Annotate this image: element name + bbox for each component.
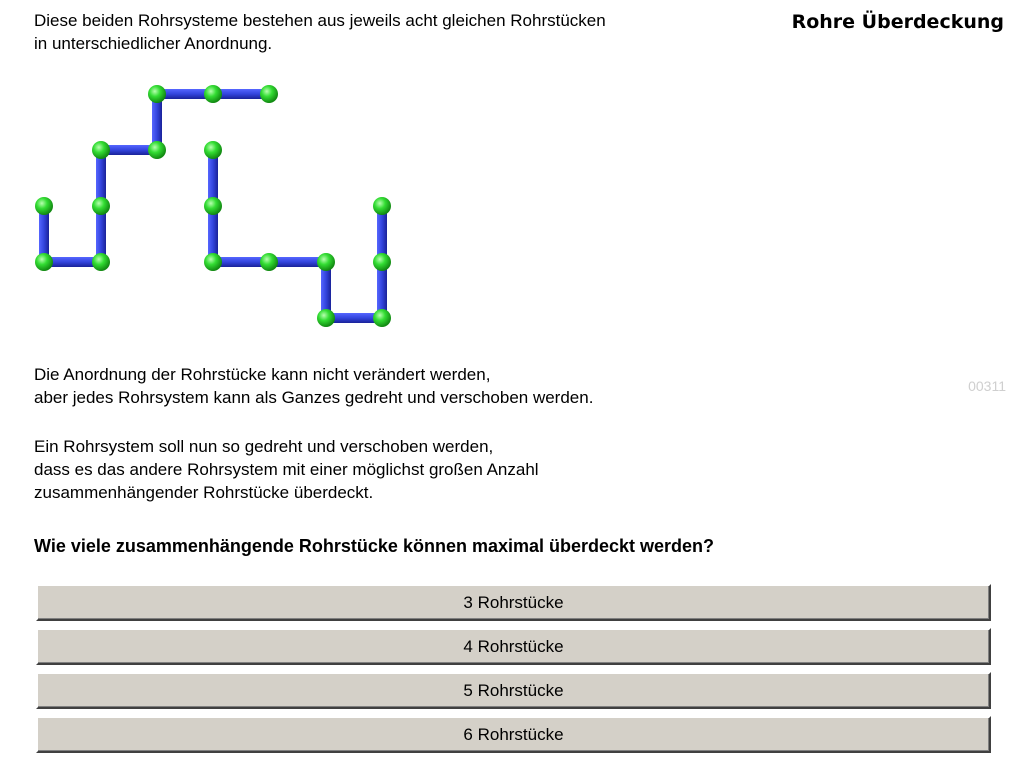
answer-button-5[interactable]: 5 Rohrstücke bbox=[36, 672, 991, 709]
intro-text bbox=[34, 9, 606, 55]
intro-line-2: in unterschiedlicher Anordnung. bbox=[34, 34, 273, 53]
pipe-joint bbox=[373, 197, 391, 215]
description-line-2: aber jedes Rohrsystem kann als Ganzes gedreht und verschoben werden. bbox=[34, 388, 594, 407]
pipe-joint bbox=[317, 253, 335, 271]
pipe-joint bbox=[204, 253, 222, 271]
answer-button-6[interactable]: 6 Rohrstücke bbox=[36, 716, 991, 753]
description-text bbox=[34, 363, 593, 409]
pipe-joint bbox=[373, 253, 391, 271]
task-code: 00311 bbox=[968, 378, 1006, 394]
question-text: Wie viele zusammenhängende Rohrstücke können maximal überdeckt werden? bbox=[34, 536, 715, 556]
pipe-joint bbox=[92, 141, 110, 159]
task-text bbox=[34, 435, 539, 504]
pipe-joint bbox=[260, 253, 278, 271]
description-line-1: Die Anordnung der Rohrstücke kann nicht verändert werden, bbox=[34, 365, 491, 384]
pipe-system-left bbox=[35, 85, 278, 271]
page-title: Rohre Überdeckung bbox=[791, 11, 1004, 33]
pipe-joint bbox=[92, 253, 110, 271]
pipe-joint bbox=[92, 197, 110, 215]
pipe-joint bbox=[204, 141, 222, 159]
pipe-joint bbox=[148, 141, 166, 159]
answer-button-3[interactable]: 3 Rohrstücke bbox=[36, 584, 991, 621]
pipe-joint bbox=[35, 253, 53, 271]
task-line-3: zusammenhängender Rohrstücke überdeckt. bbox=[34, 483, 374, 502]
pipe-systems-figure bbox=[34, 82, 394, 330]
pipe-joint bbox=[35, 197, 53, 215]
pipe-joint bbox=[317, 309, 335, 327]
pipe-joint bbox=[204, 85, 222, 103]
answer-options bbox=[36, 584, 991, 760]
pipe-joint bbox=[148, 85, 166, 103]
task-line-2: dass es das andere Rohrsystem mit einer möglichst großen Anzahl bbox=[34, 460, 539, 479]
task-line-1: Ein Rohrsystem soll nun so gedreht und verschoben werden, bbox=[34, 437, 494, 456]
pipe-joint bbox=[204, 197, 222, 215]
pipe-joint bbox=[373, 309, 391, 327]
pipe-joint bbox=[260, 85, 278, 103]
intro-line-1: Diese beiden Rohrsysteme bestehen aus jeweils acht gleichen Rohrstücken bbox=[34, 11, 606, 30]
answer-button-4[interactable]: 4 Rohrstücke bbox=[36, 628, 991, 665]
pipe-system-right bbox=[204, 141, 391, 327]
